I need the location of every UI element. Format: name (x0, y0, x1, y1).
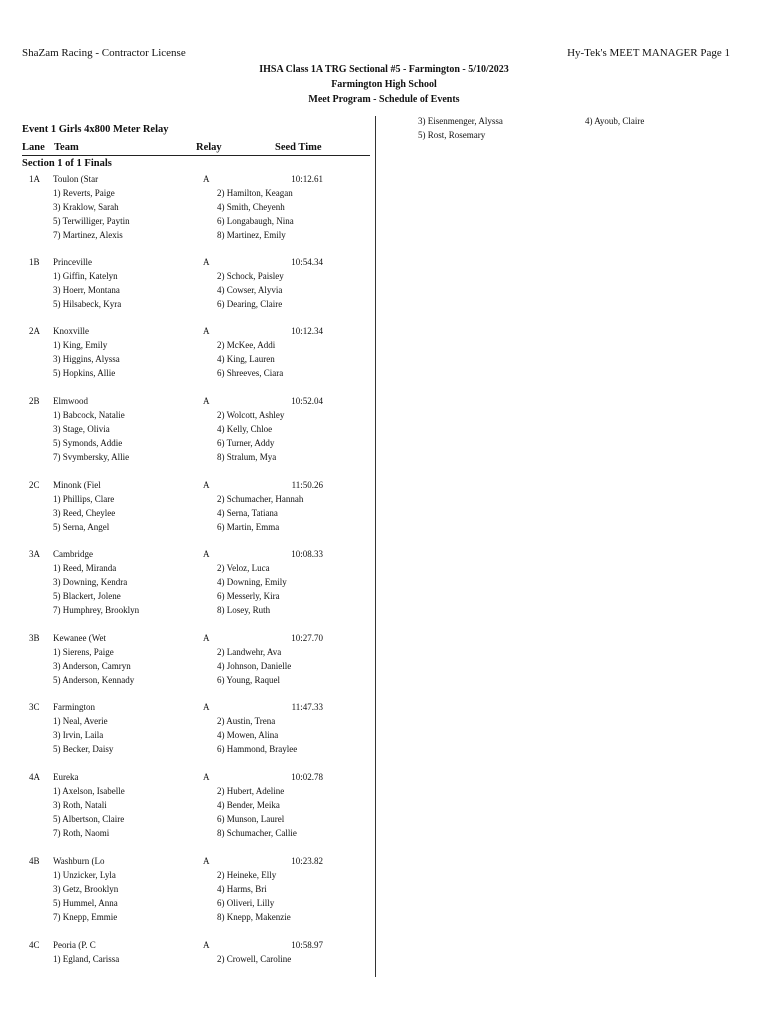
runner-name: 1) Axelson, Isabelle (53, 786, 125, 796)
runner-name: 3) Irvin, Laila (53, 730, 104, 740)
lane-label: 1A (29, 174, 40, 184)
relay-letter: A (203, 396, 210, 406)
continued-runner: 3) Eisenmenger, Alyssa (418, 116, 503, 126)
runner-name: 2) Schumacher, Hannah (217, 494, 304, 504)
relay-letter: A (203, 856, 210, 866)
lane-label: 3A (29, 549, 40, 559)
runner-name: 8) Knepp, Makenzie (217, 912, 291, 922)
runner-name: 4) Mowen, Alina (217, 730, 279, 740)
runner-name: 3) Kraklow, Sarah (53, 202, 119, 212)
runner-name: 4) Cowser, Alyvia (217, 285, 283, 295)
team-name: Cambridge (53, 549, 93, 559)
runner-name: 4) Smith, Cheyenh (217, 202, 285, 212)
runner-name: 8) Stralum, Mya (217, 452, 277, 462)
relay-entry (0, 394, 380, 464)
runner-name: 3) Downing, Kendra (53, 577, 128, 587)
team-name: Peoria (P. C (53, 940, 96, 950)
runner-name: 5) Albertson, Claire (53, 814, 125, 824)
runner-name: 1) Unzicker, Lyla (53, 870, 116, 880)
runner-name: 3) Roth, Natali (53, 800, 107, 810)
runner-name: 4) Serna, Tatiana (217, 508, 278, 518)
meet-program-title: Meet Program - Schedule of Events (308, 94, 460, 105)
lane-label: 4A (29, 772, 40, 782)
relay-entry (0, 938, 380, 1008)
runner-name: 7) Svymbersky, Allie (53, 452, 130, 462)
runner-name: 2) Hubert, Adeline (217, 786, 285, 796)
runner-name: 5) Hummel, Anna (53, 898, 118, 908)
seed-time: 10:58.97 (291, 940, 323, 950)
runner-name: 7) Humphrey, Brooklyn (53, 605, 140, 615)
runner-name: 2) Veloz, Luca (217, 563, 270, 573)
relay-entry (0, 631, 380, 701)
seed-time: 10:52.04 (291, 396, 323, 406)
runner-name: 1) King, Emily (53, 340, 108, 350)
runner-name: 2) Hamilton, Keagan (217, 188, 293, 198)
lane-label: 3B (29, 633, 40, 643)
runner-name: 6) Hammond, Braylee (217, 744, 298, 754)
relay-entry (0, 700, 380, 770)
runner-name: 6) Martin, Emma (217, 522, 280, 532)
relay-entry (0, 854, 380, 924)
relay-letter: A (203, 480, 210, 490)
runner-name: 5) Symonds, Addie (53, 438, 123, 448)
relay-letter: A (203, 940, 210, 950)
runner-name: 5) Hilsabeck, Kyra (53, 299, 122, 309)
relay-letter: A (203, 549, 210, 559)
runner-name: 6) Young, Raquel (217, 675, 281, 685)
column-header-team: Team (54, 142, 79, 153)
column-header-lane: Lane (22, 142, 45, 153)
relay-letter: A (203, 772, 210, 782)
runner-name: 7) Roth, Naomi (53, 828, 110, 838)
relay-letter: A (203, 257, 210, 267)
runner-name: 2) Heineke, Elly (217, 870, 277, 880)
runner-name: 4) Johnson, Danielle (217, 661, 292, 671)
relay-letter: A (203, 174, 210, 184)
relay-entry (0, 255, 380, 325)
relay-entry (0, 770, 380, 840)
runner-name: 1) Reverts, Paige (53, 188, 115, 198)
team-name: Kewanee (Wet (53, 633, 106, 643)
runner-name: 3) Reed, Cheylee (53, 508, 116, 518)
lane-label: 1B (29, 257, 40, 267)
lane-label: 2B (29, 396, 40, 406)
seed-time: 10:27.70 (291, 633, 323, 643)
runner-name: 2) McKee, Addi (217, 340, 276, 350)
lane-label: 2C (29, 480, 40, 490)
runner-name: 3) Higgins, Alyssa (53, 354, 120, 364)
team-name: Elmwood (53, 396, 88, 406)
team-name: Princeville (53, 257, 92, 267)
team-name: Eureka (53, 772, 79, 782)
runner-name: 6) Dearing, Claire (217, 299, 283, 309)
seed-time: 10:02.78 (291, 772, 323, 782)
runner-name: 6) Shreeves, Ciara (217, 368, 284, 378)
relay-entry (0, 324, 380, 394)
relay-entry (0, 547, 380, 617)
seed-time: 11:50.26 (291, 480, 323, 490)
runner-name: 5) Blackert, Jolene (53, 591, 121, 601)
lane-label: 3C (29, 702, 40, 712)
meet-title: IHSA Class 1A TRG Sectional #5 - Farmington - 5/10/2023 (259, 64, 509, 75)
event-title: Event 1 Girls 4x800 Meter Relay (22, 124, 169, 135)
section-heading: Section 1 of 1 Finals (22, 158, 112, 169)
seed-time: 10:54.34 (291, 257, 323, 267)
relay-letter: A (203, 702, 210, 712)
runner-name: 8) Schumacher, Callie (217, 828, 297, 838)
seed-time: 10:23.82 (291, 856, 323, 866)
runner-name: 8) Martinez, Emily (217, 230, 286, 240)
seed-time: 10:12.61 (291, 174, 323, 184)
column-header-seed-time: Seed Time (275, 142, 322, 153)
runner-name: 1) Sierens, Paige (53, 647, 114, 657)
runner-name: 7) Knepp, Emmie (53, 912, 118, 922)
team-name: Knoxville (53, 326, 89, 336)
runner-name: 4) King, Lauren (217, 354, 275, 364)
header-software-page: Hy-Tek's MEET MANAGER Page 1 (567, 47, 730, 59)
runner-name: 1) Egland, Carissa (53, 954, 120, 964)
runner-name: 6) Messerly, Kira (217, 591, 280, 601)
runner-name: 2) Austin, Trena (217, 716, 276, 726)
runner-name: 1) Babcock, Natalie (53, 410, 125, 420)
runner-name: 4) Bender, Meika (217, 800, 280, 810)
team-name: Washburn (Lo (53, 856, 105, 866)
column-header-relay: Relay (196, 142, 222, 153)
seed-time: 10:08.33 (291, 549, 323, 559)
runner-name: 3) Hoerr, Montana (53, 285, 120, 295)
continued-runner: 4) Ayoub, Claire (585, 116, 645, 126)
relay-letter: A (203, 633, 210, 643)
runner-name: 2) Landwehr, Ava (217, 647, 282, 657)
header-license: ShaZam Racing - Contractor License (22, 47, 186, 59)
team-name: Farmington (53, 702, 95, 712)
runner-name: 5) Becker, Daisy (53, 744, 114, 754)
runner-name: 4) Downing, Emily (217, 577, 287, 587)
lane-label: 2A (29, 326, 40, 336)
runner-name: 2) Crowell, Caroline (217, 954, 292, 964)
team-name: Toulon (Star (53, 174, 99, 184)
lane-label: 4B (29, 856, 40, 866)
runner-name: 6) Munson, Laurel (217, 814, 285, 824)
runner-name: 1) Giffin, Katelyn (53, 271, 118, 281)
runner-name: 4) Kelly, Chloe (217, 424, 273, 434)
team-name: Minonk (Fiel (53, 480, 101, 490)
runner-name: 3) Getz, Brooklyn (53, 884, 119, 894)
relay-entry (0, 172, 380, 242)
runner-name: 2) Schock, Paisley (217, 271, 284, 281)
runner-name: 5) Terwilliger, Paytin (53, 216, 130, 226)
runner-name: 1) Reed, Miranda (53, 563, 117, 573)
runner-name: 1) Neal, Averie (53, 716, 108, 726)
header-divider (22, 155, 370, 156)
runner-name: 5) Anderson, Kennady (53, 675, 135, 685)
runner-name: 8) Losey, Ruth (217, 605, 271, 615)
relay-entry (0, 478, 380, 548)
relay-letter: A (203, 326, 210, 336)
seed-time: 10:12.34 (291, 326, 323, 336)
runner-name: 3) Anderson, Camryn (53, 661, 131, 671)
runner-name: 5) Serna, Angel (53, 522, 110, 532)
seed-time: 11:47.33 (291, 702, 323, 712)
runner-name: 7) Martinez, Alexis (53, 230, 123, 240)
runner-name: 2) Wolcott, Ashley (217, 410, 285, 420)
runner-name: 6) Turner, Addy (217, 438, 275, 448)
runner-name: 6) Longabaugh, Nina (217, 216, 294, 226)
runner-name: 1) Phillips, Clare (53, 494, 115, 504)
meet-venue: Farmington High School (331, 79, 437, 90)
runner-name: 3) Stage, Olivia (53, 424, 110, 434)
lane-label: 4C (29, 940, 40, 950)
continued-runner: 5) Rost, Rosemary (418, 130, 486, 140)
runner-name: 6) Oliveri, Lilly (217, 898, 275, 908)
runner-name: 4) Harms, Bri (217, 884, 267, 894)
runner-name: 5) Hopkins, Allie (53, 368, 116, 378)
